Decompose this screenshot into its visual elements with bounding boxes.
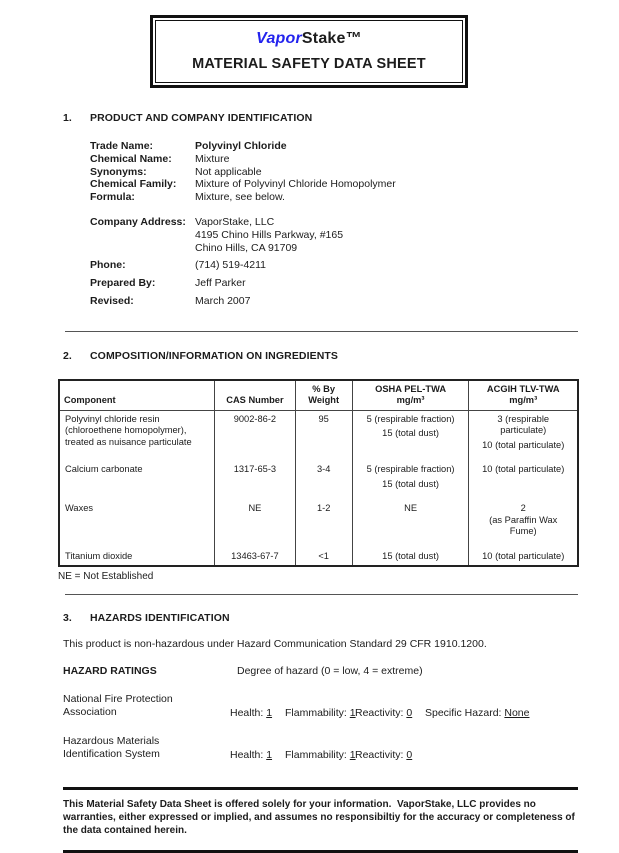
hazard-ratings-header [63, 665, 578, 677]
section-2-number: 2. [63, 349, 72, 362]
table-row [59, 461, 578, 500]
cell-weight: 95 [295, 410, 352, 461]
hmis-reactivity-rating [355, 749, 425, 761]
hmis-flammability-label: Flammability: [285, 749, 347, 762]
field-value-chemical-family: Mixture of Polyvinyl Chloride Homopolymer [195, 178, 396, 191]
brand-title [160, 30, 458, 48]
field-label-chemical-family: Chemical Family: [90, 178, 177, 191]
cell-acgih-line1: 3 (respirable particulate) [497, 413, 550, 436]
cell-osha-line2: 15 (total dust) [382, 428, 439, 439]
phone-value: (714) 519-4211 [195, 259, 267, 272]
prepared-by-value: Jeff Parker [195, 277, 246, 290]
field-value-chemical-name: Mixture [195, 152, 230, 165]
section-1-heading [63, 112, 578, 124]
column-header-acgih-line1: ACGIH TLV-TWA [486, 383, 560, 394]
company-address-label: Company Address: [90, 215, 186, 228]
section-2-title: COMPOSITION/INFORMATION ON INGREDIENTS [90, 349, 339, 362]
hmis-org-name [63, 735, 230, 761]
section-1-number: 1. [63, 112, 72, 124]
hmis-health-label: Health: [230, 749, 264, 762]
document-title-box-inner [155, 20, 463, 83]
field-label-formula: Formula: [90, 191, 135, 204]
prepared-by-row [90, 277, 578, 290]
cell-weight: 3-4 [295, 461, 352, 500]
hmis-flammability-rating [285, 749, 355, 761]
cell-cas: 1317-65-3 [215, 461, 295, 500]
hmis-flammability-value: 1 [349, 749, 356, 762]
cell-osha-line1: 5 (respirable fraction) [366, 413, 455, 424]
hmis-health-rating [230, 749, 285, 761]
field-label-synonyms: Synonyms: [90, 165, 147, 178]
column-header-weight-line1: % By [312, 383, 336, 394]
company-address-block [90, 216, 578, 254]
prepared-by-label: Prepared By: [90, 277, 156, 290]
company-address-line-3: Chino Hills, CA 91709 [195, 241, 298, 254]
cell-component: Polyvinyl chloride resin (chloroethene homopolymer), treated as nuisance particulate [59, 410, 215, 461]
cell-osha: 15 (total dust) [352, 548, 469, 567]
field-value-formula: Mixture, see below. [195, 191, 285, 204]
nfpa-specific-hazard [425, 707, 529, 719]
nfpa-health-value: 1 [266, 707, 273, 720]
section-1-title: PRODUCT AND COMPANY IDENTIFICATION [90, 112, 313, 124]
cell-component: Waxes [59, 500, 215, 548]
cell-acgih: 10 (total particulate) [469, 548, 578, 567]
field-value-trade-name: Polyvinyl Chloride [195, 140, 287, 152]
nfpa-health-label: Health: [230, 707, 264, 720]
cell-acgih-line1: 10 (total particulate) [482, 464, 565, 475]
section-divider-rule-1 [65, 331, 578, 332]
nfpa-org-name [63, 693, 230, 719]
footer-disclaimer: This Material Safety Data Sheet is offered solely for your information. VaporStake, LLC provides no warranties, either expressed or implied, and assumes no responsibiltiy for the accuracy or completeness of the data contained herein. [63, 799, 578, 837]
nfpa-flammability-label: Flammability: [285, 707, 347, 720]
column-header-acgih-line2: mg/m³ [509, 395, 538, 406]
cell-osha: NE [352, 500, 469, 548]
revised-value: March 2007 [195, 294, 251, 307]
cell-component: Calcium carbonate [59, 461, 215, 500]
field-label-chemical-name: Chemical Name: [90, 152, 172, 165]
hazard-scale-note: Degree of hazard (0 = low, 4 = extreme) [237, 665, 423, 678]
nfpa-reactivity-label: Reactivity: [355, 707, 404, 720]
cell-acgih-line2: (as Paraffin Wax Fume) [489, 514, 558, 537]
column-header-component: Component [59, 380, 215, 411]
hmis-org-name-line2: Identification System [63, 748, 160, 761]
cell-weight: 1-2 [295, 500, 352, 548]
section-2-heading [63, 350, 578, 362]
brand-stake-text: Stake™ [301, 30, 362, 47]
cell-weight: <1 [295, 548, 352, 567]
nfpa-flammability-rating [285, 707, 355, 719]
column-header-osha-pel [352, 380, 469, 411]
ingredients-table [58, 379, 579, 568]
field-value-synonyms: Not applicable [195, 165, 262, 178]
hmis-reactivity-label: Reactivity: [355, 749, 404, 762]
nfpa-rating-row [63, 693, 578, 719]
company-address-line-1: VaporStake, LLC [195, 215, 275, 228]
cell-acgih [469, 461, 578, 500]
footer-rule-top [63, 787, 578, 790]
nfpa-specific-hazard-value: None [504, 707, 530, 720]
cell-acgih [469, 500, 578, 548]
cell-acgih [469, 410, 578, 461]
nfpa-specific-hazard-label: Specific Hazard: [425, 707, 502, 720]
revised-label: Revised: [90, 294, 134, 307]
section-3-title: HAZARDS IDENTIFICATION [90, 612, 230, 625]
hazard-statement: This product is non-hazardous under Hazard Communication Standard 29 CFR 1910.1200. [63, 638, 487, 651]
nfpa-flammability-value: 1 [349, 707, 356, 720]
brand-vapor-text: Vapor [256, 30, 302, 47]
column-header-weight [295, 380, 352, 411]
table-row [59, 500, 578, 548]
cell-component: Titanium dioxide [59, 548, 215, 567]
document-title-box [150, 15, 468, 88]
column-header-acgih-tlv [469, 380, 578, 411]
revised-row [90, 295, 578, 308]
cell-osha-line2: 15 (total dust) [382, 478, 439, 489]
hmis-org-name-line1: Hazardous Materials [63, 735, 160, 748]
cell-osha [352, 410, 469, 461]
cell-osha-line1: 5 (respirable fraction) [366, 464, 455, 475]
nfpa-reactivity-value: 0 [406, 707, 413, 720]
company-address-line-2: 4195 Chino Hills Parkway, #165 [195, 228, 344, 241]
hmis-reactivity-value: 0 [406, 749, 413, 762]
table-footnote: NE = Not Established [58, 571, 154, 583]
table-header-row [59, 380, 578, 411]
hmis-health-value: 1 [266, 749, 273, 762]
section-divider-rule-2 [65, 594, 578, 595]
section-3-heading [63, 612, 578, 624]
cell-cas: 9002-86-2 [215, 410, 295, 461]
column-header-weight-line2: Weight [308, 395, 340, 406]
document-title: MATERIAL SAFETY DATA SHEET [192, 56, 426, 72]
column-header-cas-number: CAS Number [215, 380, 295, 411]
hazard-ratings-label: HAZARD RATINGS [63, 665, 157, 678]
nfpa-org-name-line2: Association [63, 706, 117, 719]
company-address-lines [195, 216, 578, 254]
column-header-osha-line1: OSHA PEL-TWA [375, 383, 447, 394]
table-row [59, 410, 578, 461]
hmis-rating-row [63, 735, 578, 761]
nfpa-reactivity-rating [355, 707, 425, 719]
cell-cas: 13463-67-7 [215, 548, 295, 567]
field-label-trade-name: Trade Name: [90, 140, 154, 152]
cell-acgih-line2: 10 (total particulate) [482, 439, 565, 450]
cell-acgih-line1: 2 [520, 503, 526, 514]
cell-osha [352, 461, 469, 500]
nfpa-health-rating [230, 707, 285, 719]
table-row [59, 548, 578, 567]
phone-label: Phone: [90, 259, 126, 272]
phone-row [90, 259, 578, 272]
cell-cas: NE [215, 500, 295, 548]
column-header-osha-line2: mg/m³ [396, 395, 425, 406]
product-identification-fields [90, 140, 578, 204]
section-3-number: 3. [63, 612, 72, 625]
nfpa-org-name-line1: National Fire Protection [63, 693, 173, 706]
